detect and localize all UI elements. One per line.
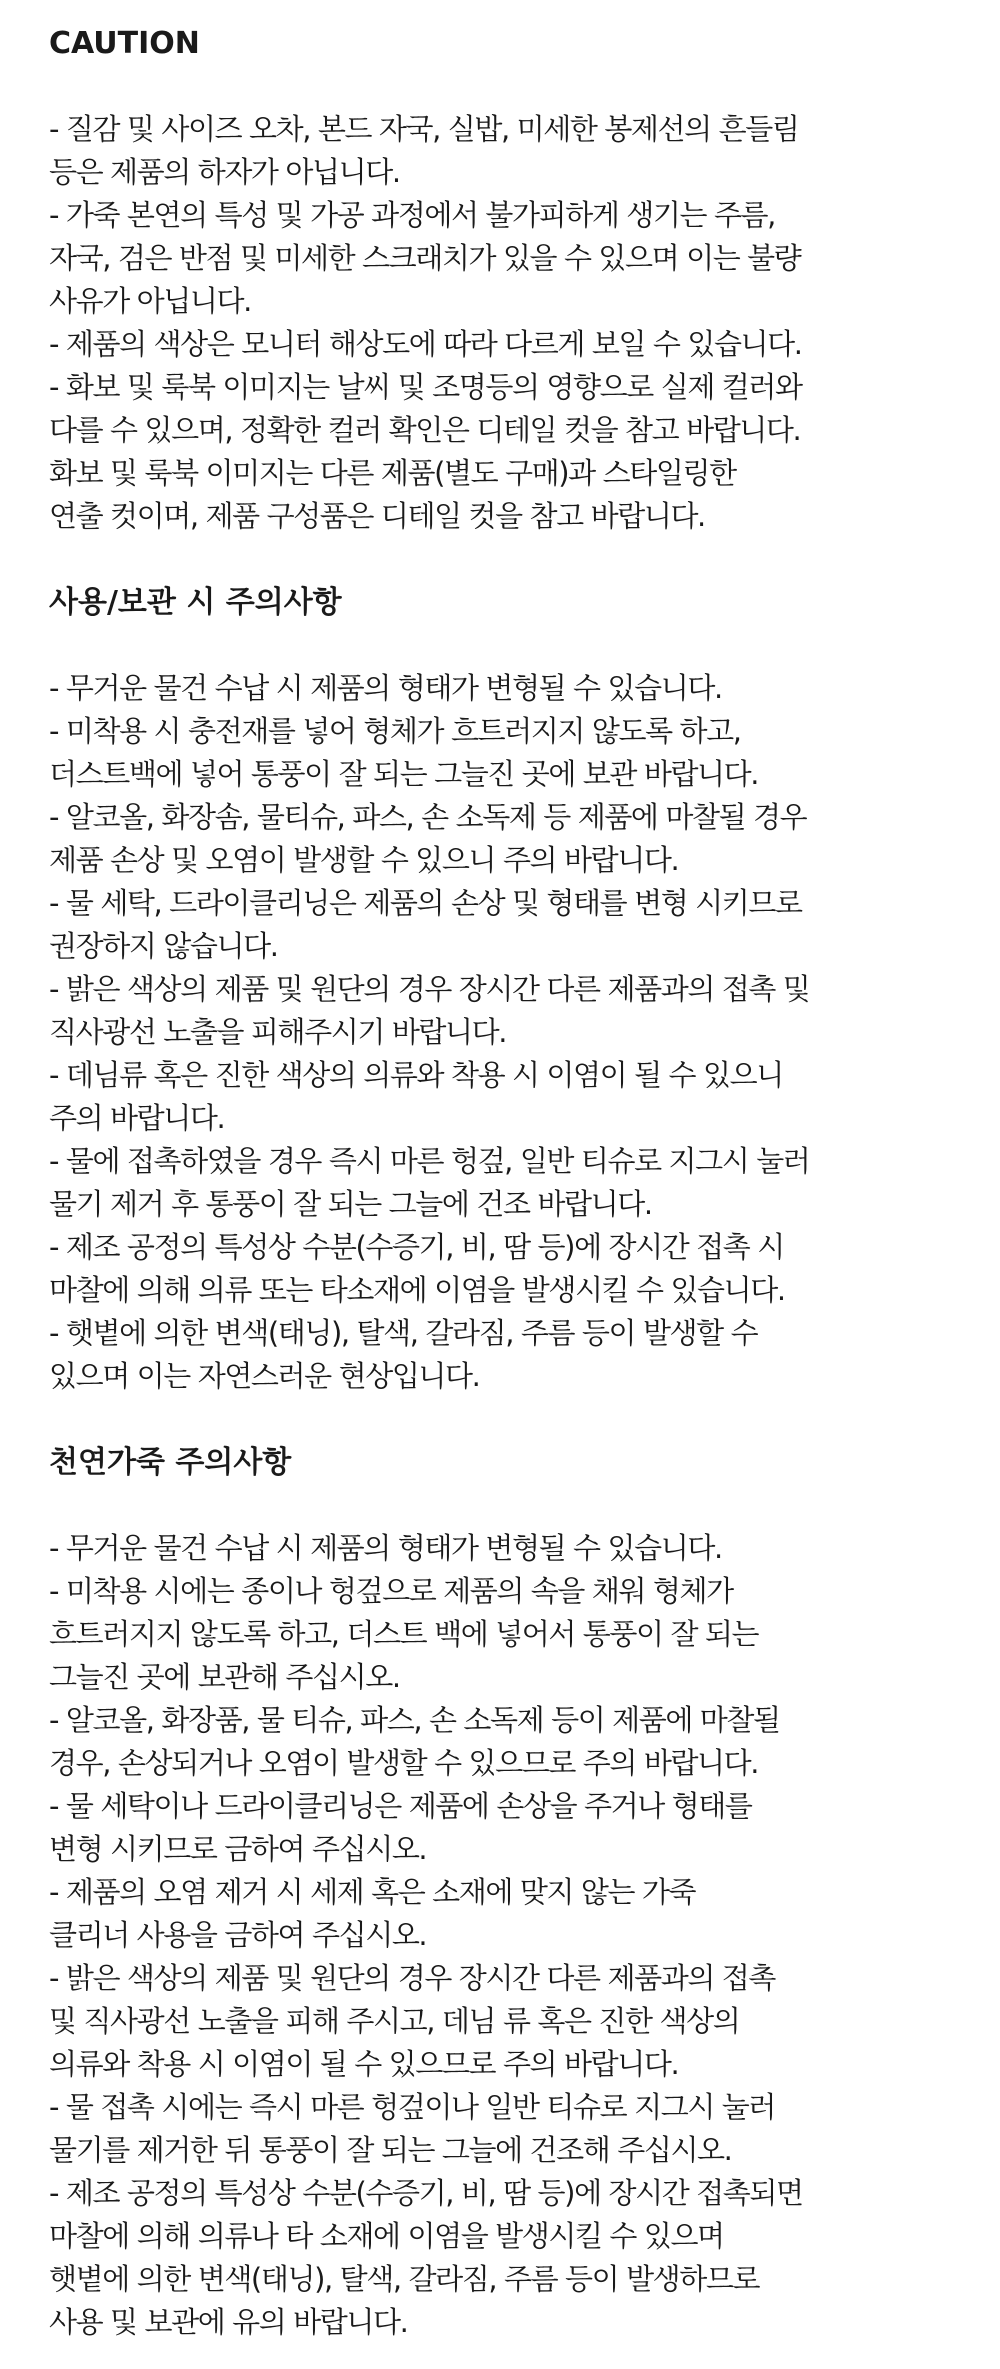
text-line: 있으며 이는 자연스러운 현상입니다. — [49, 1359, 480, 1393]
text-line: 흐트러지지 않도록 하고, 더스트 백에 넣어서 통풍이 잘 되는 — [49, 1617, 759, 1651]
text-line: 물기 제거 후 통풍이 잘 되는 그늘에 건조 바랍니다. — [49, 1187, 652, 1221]
text-line: - 물 세탁이나 드라이클리닝은 제품에 손상을 주거나 형태를 — [49, 1789, 752, 1823]
text-line: 등은 제품의 하자가 아닙니다. — [49, 155, 400, 189]
text-line: 경우, 손상되거나 오염이 발생할 수 있으므로 주의 바랍니다. — [49, 1746, 759, 1780]
text-line: 물기를 제거한 뒤 통풍이 잘 되는 그늘에 건조해 주십시오. — [49, 2133, 732, 2167]
text-line: - 제품의 오염 제거 시 세제 혹은 소재에 맞지 않는 가죽 — [49, 1875, 696, 1909]
text-line: 화보 및 룩북 이미지는 다른 제품(별도 구매)과 스타일링한 — [49, 456, 736, 490]
text-line: - 가죽 본연의 특성 및 가공 과정에서 불가피하게 생기는 주름, — [49, 198, 775, 232]
text-line: 자국, 검은 반점 및 미세한 스크래치가 있을 수 있으며 이는 불량 — [49, 241, 801, 275]
text-line: 그늘진 곳에 보관해 주십시오. — [49, 1660, 400, 1694]
text-line: 및 직사광선 노출을 피해 주시고, 데님 류 혹은 진한 색상의 — [49, 2004, 740, 2038]
text-line: - 물 접촉 시에는 즉시 마른 헝겊이나 일반 티슈로 지그시 눌러 — [49, 2090, 775, 2124]
text-line: - 질감 및 사이즈 오차, 본드 자국, 실밥, 미세한 봉제선의 흔들림 — [49, 112, 799, 146]
text-line: - 데님류 혹은 진한 색상의 의류와 착용 시 이염이 될 수 있으니 — [49, 1058, 783, 1092]
text-line: 사용 및 보관에 유의 바랍니다. — [49, 2305, 408, 2339]
text-line: - 제품의 색상은 모니터 해상도에 따라 다르게 보일 수 있습니다. — [49, 327, 802, 361]
text-line: 변형 시키므로 금하여 주십시오. — [49, 1832, 427, 1866]
section-title: CAUTION — [49, 26, 200, 61]
text-line: - 알코올, 화장품, 물 티슈, 파스, 손 소독제 등이 제품에 마찰될 — [49, 1703, 780, 1737]
text-line: 더스트백에 넣어 통풍이 잘 되는 그늘진 곳에 보관 바랍니다. — [49, 757, 759, 791]
text-line: - 알코올, 화장솜, 물티슈, 파스, 손 소독제 등 제품에 마찰될 경우 — [49, 800, 807, 834]
text-line: 햇볕에 의한 변색(태닝), 탈색, 갈라짐, 주름 등이 발생하므로 — [49, 2262, 760, 2296]
text-line: - 무거운 물건 수납 시 제품의 형태가 변형될 수 있습니다. — [49, 1531, 722, 1565]
text-line: 마찰에 의해 의류 또는 타소재에 이염을 발생시킬 수 있습니다. — [49, 1273, 785, 1307]
text-line: 사유가 아닙니다. — [49, 284, 251, 318]
text-line: - 무거운 물건 수납 시 제품의 형태가 변형될 수 있습니다. — [49, 671, 722, 705]
section-title: 사용/보관 시 주의사항 — [49, 585, 342, 620]
caution-section — [49, 22, 949, 538]
text-line: 직사광선 노출을 피해주시기 바랍니다. — [49, 1015, 507, 1049]
text-line: 클리너 사용을 금하여 주십시오. — [49, 1918, 427, 1952]
text-line: - 제조 공정의 특성상 수분(수증기, 비, 땀 등)에 장시간 접촉 시 — [49, 1230, 784, 1264]
natural-leather-section — [49, 1441, 949, 2344]
text-line: - 미착용 시 충전재를 넣어 형체가 흐트러지지 않도록 하고, — [49, 714, 741, 748]
usage-storage-section — [49, 581, 949, 1398]
text-line: 마찰에 의해 의류나 타 소재에 이염을 발생시킬 수 있으며 — [49, 2219, 724, 2253]
section-title: 천연가죽 주의사항 — [49, 1445, 292, 1480]
text-line: - 화보 및 룩북 이미지는 날씨 및 조명등의 영향으로 실제 컬러와 — [49, 370, 802, 404]
text-line: - 밝은 색상의 제품 및 원단의 경우 장시간 다른 제품과의 접촉 및 — [49, 972, 810, 1006]
text-line: - 제조 공정의 특성상 수분(수증기, 비, 땀 등)에 장시간 접촉되면 — [49, 2176, 803, 2210]
text-line: 제품 손상 및 오염이 발생할 수 있으니 주의 바랍니다. — [49, 843, 679, 877]
notice-document — [49, 22, 949, 2344]
text-line: - 햇볕에 의한 변색(태닝), 탈색, 갈라짐, 주름 등이 발생할 수 — [49, 1316, 758, 1350]
text-line: - 물에 접촉하였을 경우 즉시 마른 헝겊, 일반 티슈로 지그시 눌러 — [49, 1144, 810, 1178]
text-line: - 물 세탁, 드라이클리닝은 제품의 손상 및 형태를 변형 시키므로 — [49, 886, 802, 920]
text-line: 의류와 착용 시 이염이 될 수 있으므로 주의 바랍니다. — [49, 2047, 679, 2081]
text-line: 권장하지 않습니다. — [49, 929, 278, 963]
text-line: 주의 바랍니다. — [49, 1101, 225, 1135]
text-line: 연출 컷이며, 제품 구성품은 디테일 컷을 참고 바랍니다. — [49, 499, 705, 533]
text-line: 다를 수 있으며, 정확한 컬러 확인은 디테일 컷을 참고 바랍니다. — [49, 413, 801, 447]
text-line: - 미착용 시에는 종이나 헝겊으로 제품의 속을 채워 형체가 — [49, 1574, 733, 1608]
text-line: - 밝은 색상의 제품 및 원단의 경우 장시간 다른 제품과의 접촉 — [49, 1961, 775, 1995]
